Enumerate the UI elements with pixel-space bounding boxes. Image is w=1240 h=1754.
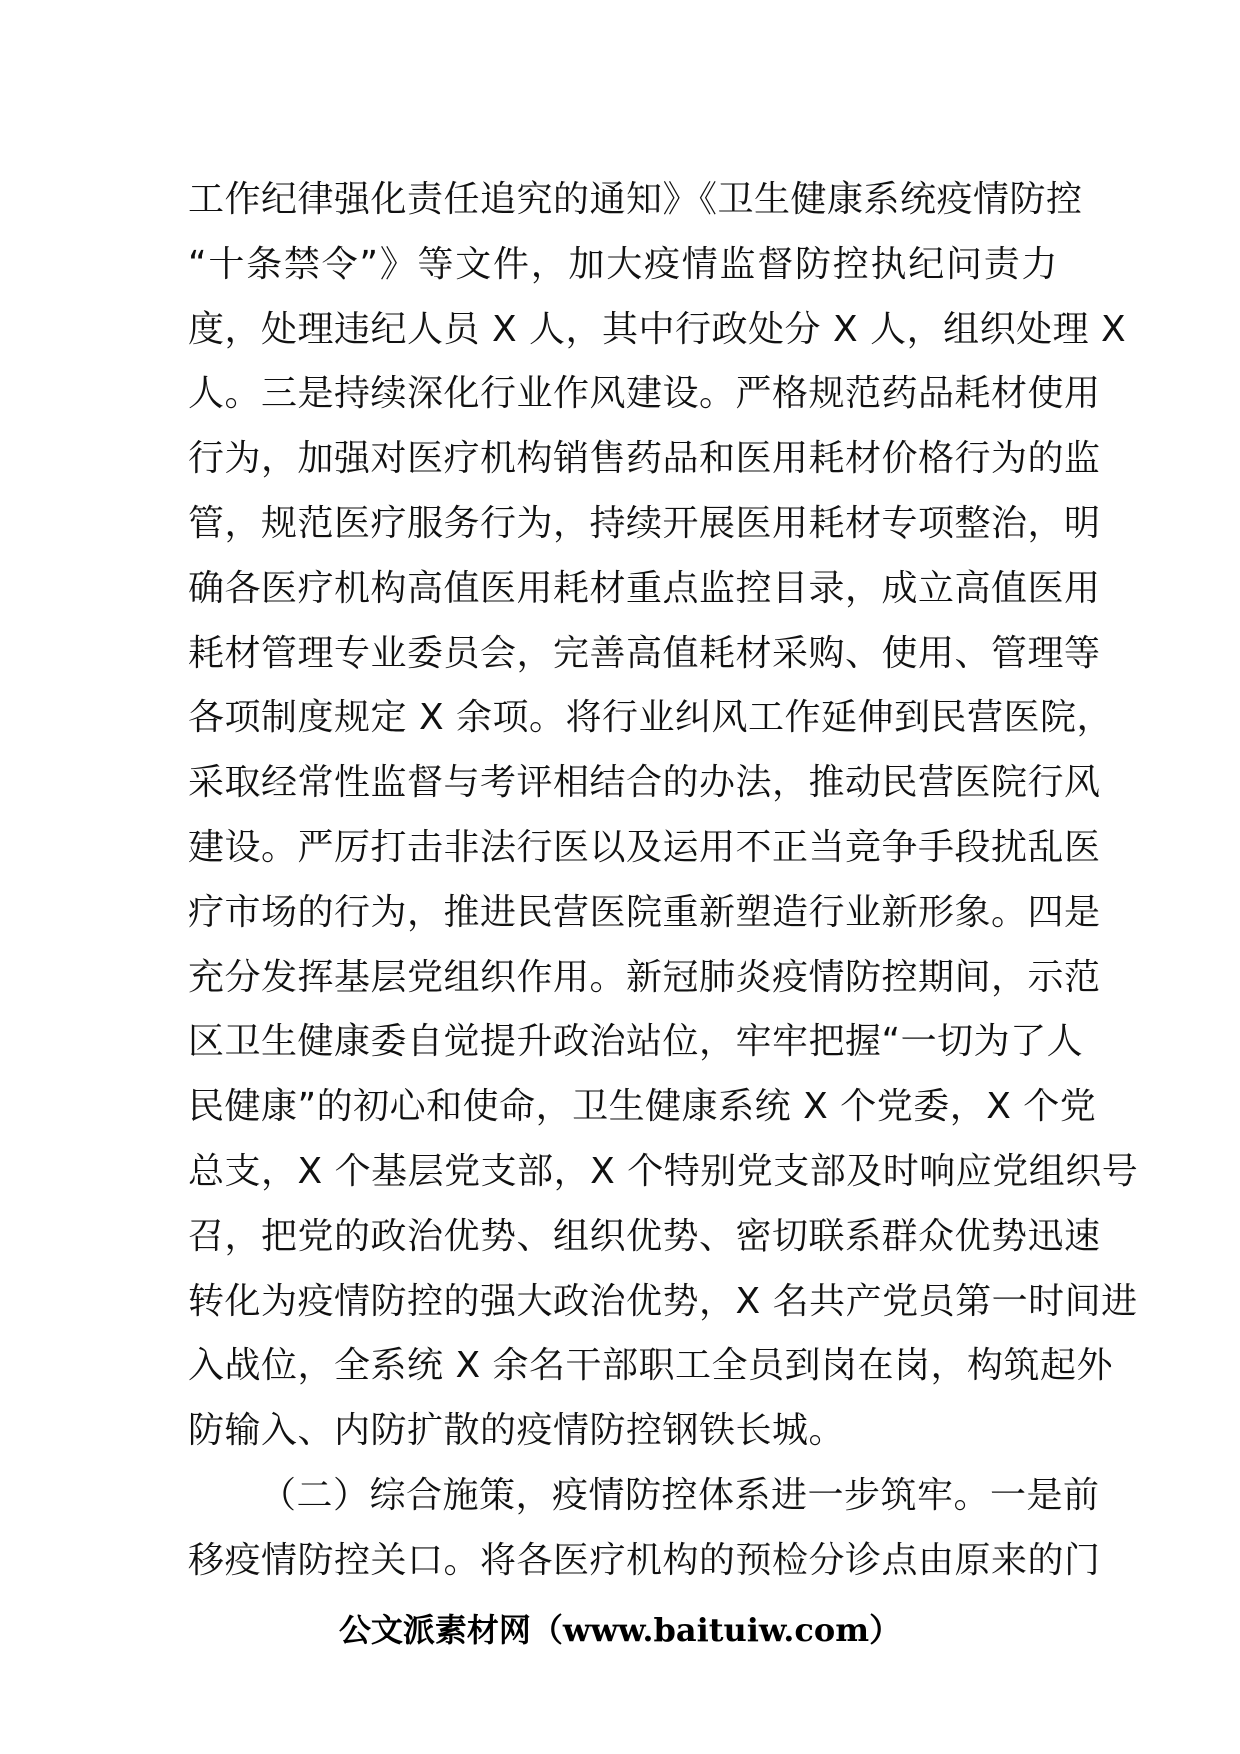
section-heading-line: （二）综合施策，疫情防控体系进一步筑牢。一是前 bbox=[260, 1474, 1100, 1516]
text-line: 采取经常性监督与考评相结合的办法，推动民营医院行风 bbox=[188, 762, 1101, 804]
text-line: 召，把党的政治优势、组织优势、密切联系群众优势迅速 bbox=[188, 1215, 1101, 1257]
text-line: 度，处理违纪人员 X 人，其中行政处分 X 人，组织处理 X bbox=[188, 308, 1127, 350]
text-line: 入战位，全系统 X 余名干部职工全员到岗在岗，构筑起外 bbox=[188, 1345, 1114, 1387]
text-line: 行为，加强对医疗机构销售药品和医用耗材价格行为的监 bbox=[188, 438, 1101, 480]
text-line: 民健康”的初心和使命，卫生健康系统 X 个党委，X 个党 bbox=[188, 1086, 1097, 1128]
text-line: 防输入、内防扩散的疫情防控钢铁长城。 bbox=[188, 1410, 846, 1452]
document-body bbox=[188, 168, 1139, 1594]
text-line: 确各医疗机构高值医用耗材重点监控目录，成立高值医用 bbox=[188, 567, 1101, 609]
text-line: 各项制度规定 X 余项。将行业纠风工作延伸到民营医院， bbox=[188, 697, 1114, 739]
text-line: 管，规范医疗服务行为，持续开展医用耗材专项整治，明 bbox=[188, 502, 1101, 544]
text-line: 人。三是持续深化行业作风建设。严格规范药品耗材使用 bbox=[188, 373, 1101, 415]
text-line: “十条禁令”》等文件，加大疫情监督防控执纪问责力 bbox=[188, 243, 1058, 285]
text-line: 耗材管理专业委员会，完善高值耗材采购、使用、管理等 bbox=[188, 632, 1101, 674]
text-line: 移疫情防控关口。将各医疗机构的预检分诊点由原来的门 bbox=[188, 1539, 1101, 1581]
text-line: 充分发挥基层党组织作用。新冠肺炎疫情防控期间，示范 bbox=[188, 956, 1101, 998]
text-line: 区卫生健康委自觉提升政治站位，牢牢把握“一切为了人 bbox=[188, 1021, 1084, 1063]
text-line: 建设。严厉打击非法行医以及运用不正当竞争手段扰乱医 bbox=[188, 826, 1101, 868]
text-line: 工作纪律强化责任追究的通知》《卫生健康系统疫情防控 bbox=[188, 179, 1083, 220]
text-line: 总支，X 个基层党支部，X 个特别党支部及时响应党组织号 bbox=[188, 1150, 1139, 1192]
footer-watermark: 公文派素材网（www.baituiw.com） bbox=[338, 1611, 902, 1649]
text-line: 转化为疫情防控的强大政治优势，X 名共产党员第一时间进 bbox=[188, 1280, 1138, 1322]
text-line: 疗市场的行为，推进民营医院重新塑造行业新形象。四是 bbox=[188, 891, 1101, 933]
